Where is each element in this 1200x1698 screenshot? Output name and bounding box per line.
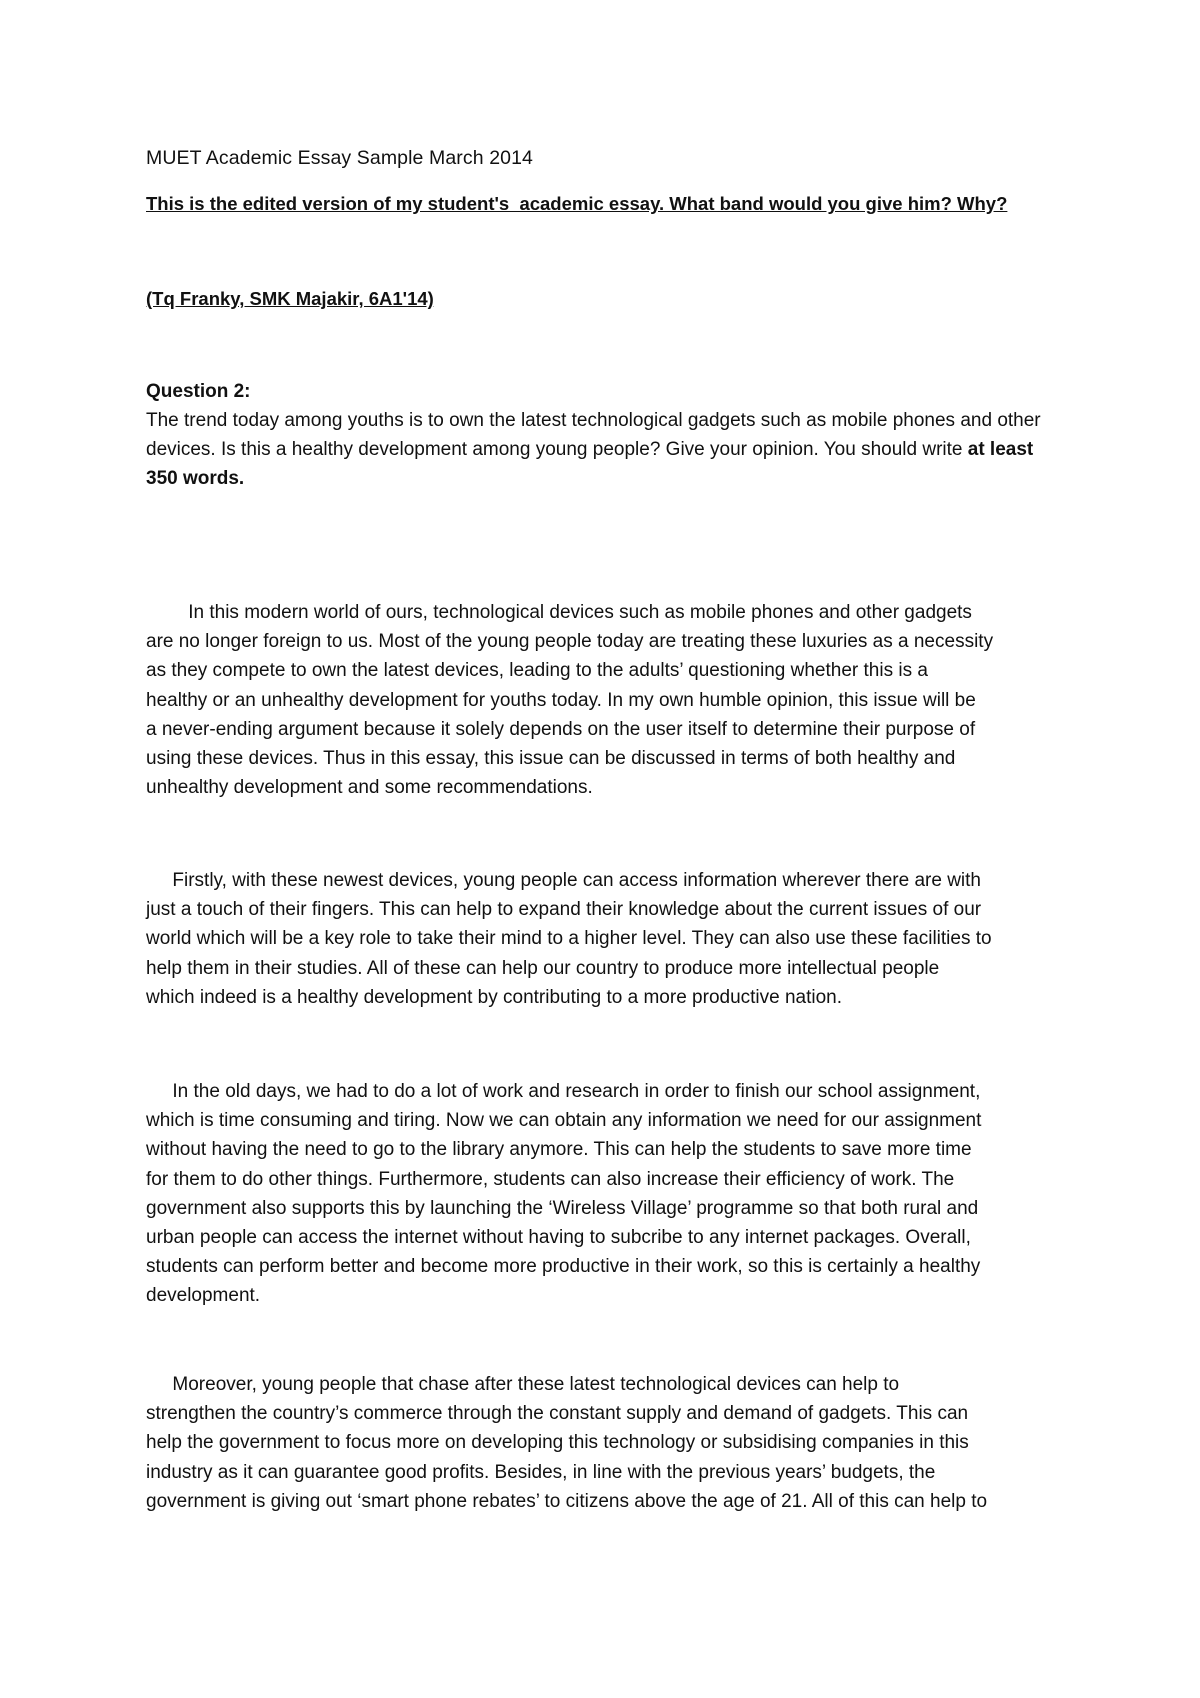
paragraph-line: In the old days, we had to do a lot of work and research in order to finish our school assignment, — [172, 1081, 981, 1102]
paragraph-line: healthy or an unhealthy development for youths today. In my own humble opinion, this issue will be — [146, 689, 976, 711]
paragraph-line: urban people can access the internet without having to subcribe to any internet packages. Overall, — [146, 1227, 971, 1249]
paragraph-line: In this modern world of ours, technological devices such as mobile phones and other gadgets — [188, 602, 972, 623]
paragraph-line: Moreover, young people that chase after these latest technological devices can help to — [172, 1374, 900, 1395]
paragraph-line: as they compete to own the latest devices, leading to the adults’ questioning whether this is a — [146, 660, 928, 682]
paragraph-line: using these devices. Thus in this essay, this issue can be discussed in terms of both healthy and — [146, 748, 956, 770]
paragraph-line: help them in their studies. All of these can help our country to produce more intellectual people — [146, 957, 940, 979]
paragraph-line: which is time consuming and tiring. Now we can obtain any information we need for our assignment — [146, 1110, 982, 1132]
word-count-requirement: at least 350 words. — [146, 439, 1034, 489]
paragraph-line: government also supports this by launching the ‘Wireless Village’ programme so that both rural and — [146, 1197, 979, 1219]
paragraph-line: development. — [146, 1285, 261, 1307]
paragraph-line: strengthen the country’s commerce through the constant supply and demand of gadgets. This can — [146, 1403, 969, 1425]
author-credit: (Tq Franky, SMK Majakir, 6A1'14) — [146, 288, 434, 309]
paragraph-line: Firstly, with these newest devices, young people can access information wherever there are with — [172, 870, 982, 891]
question-heading: Question 2: — [146, 381, 251, 402]
paragraph-line: without having the need to go to the library anymore. This can help the students to save more time — [146, 1139, 972, 1161]
paragraph-line: world which will be a key role to take their mind to a higher level. They can also use these facilities to — [146, 928, 992, 950]
paragraph-line: students can perform better and become more productive in their work, so this is certainly a healthy — [146, 1256, 981, 1278]
document-title: MUET Academic Essay Sample March 2014 — [146, 147, 533, 169]
paragraph-line: which indeed is a healthy development by contributing to a more productive nation. — [146, 986, 843, 1008]
essay-paragraph-body-3 — [146, 1370, 1076, 1516]
paragraph-line: for them to do other things. Furthermore, students can also increase their efficiency of work. The — [146, 1168, 955, 1190]
essay-paragraph-introduction — [146, 598, 1076, 802]
paragraph-line: industry as it can guarantee good profits. Besides, in line with the previous years’ budgets, the — [146, 1461, 936, 1483]
essay-question — [146, 377, 1066, 493]
essay-paragraph-body-2 — [146, 1077, 1076, 1311]
document-subtitle: This is the edited version of my student's academic essay. What band would you give him? Why? — [146, 193, 1008, 214]
paragraph-line: unhealthy development and some recommendations. — [146, 777, 593, 799]
paragraph-line: just a touch of their fingers. This can help to expand their knowledge about the current issues of our — [146, 899, 982, 921]
paragraph-line: are no longer foreign to us. Most of the young people today are treating these luxuries as a necessity — [146, 631, 994, 653]
paragraph-line: government is giving out ‘smart phone rebates’ to citizens above the age of 21. All of this can help to — [146, 1490, 988, 1512]
paragraph-line: a never-ending argument because it solely depends on the user itself to determine their purpose of — [146, 718, 976, 740]
paragraph-line: help the government to focus more on developing this technology or subsidising companies in this — [146, 1432, 969, 1454]
question-prompt — [146, 406, 1066, 493]
question-text: The trend today among youths is to own the latest technological gadgets such as mobile phones and other devices. Is this a healthy development among young people? Give your opinion. You should write — [146, 410, 1041, 460]
essay-paragraph-body-1 — [146, 866, 1076, 1012]
